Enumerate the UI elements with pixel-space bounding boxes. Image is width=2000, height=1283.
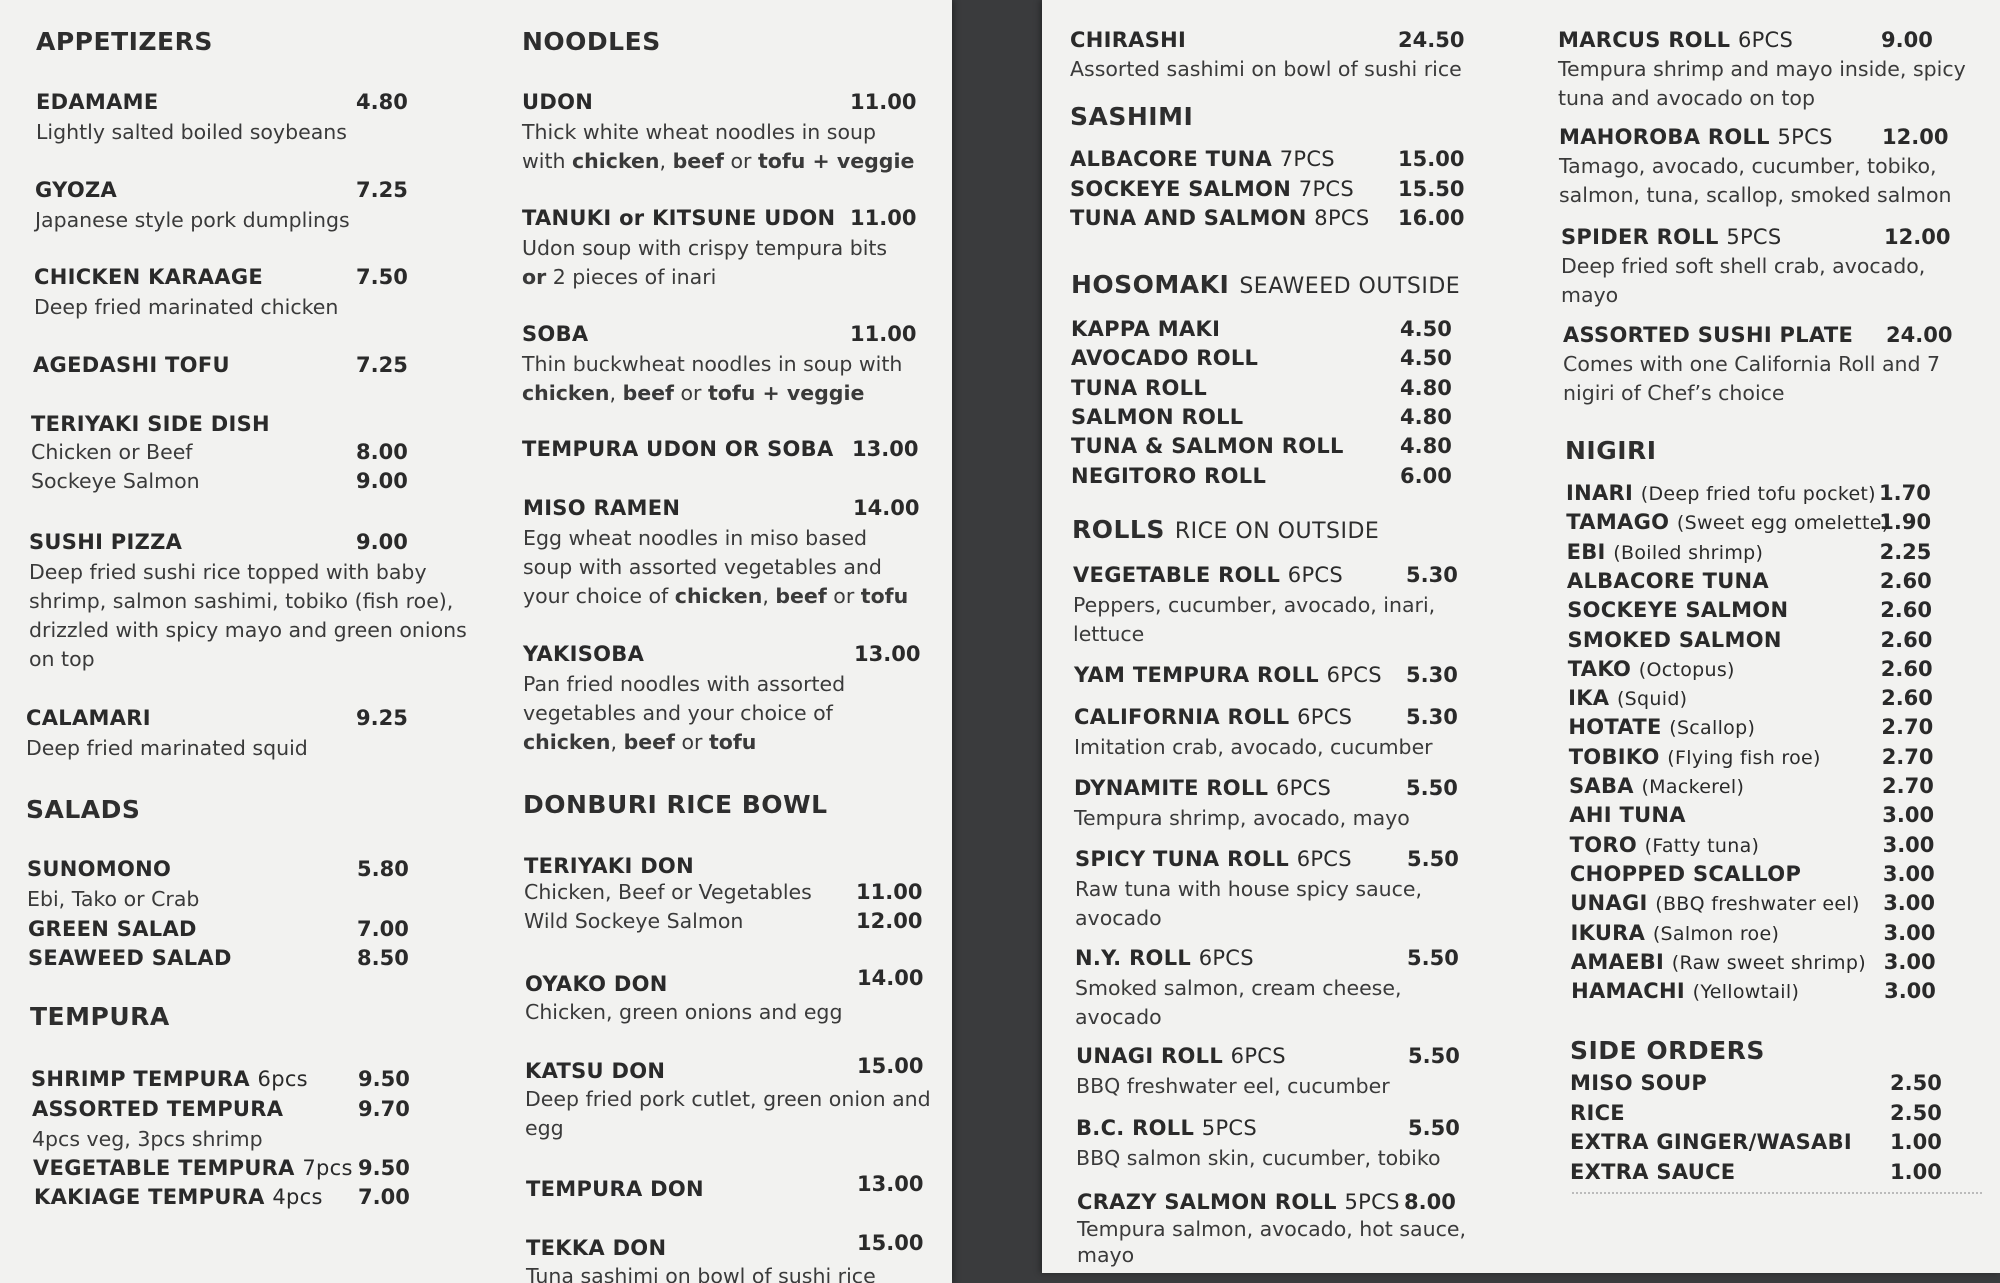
item-name: NEGITORO ROLL (1071, 463, 1267, 488)
item-price: 3.00 (1883, 891, 1936, 916)
item-name: HAMACHI (Yellowtail) (1571, 979, 1800, 1004)
item-price: 2.50 (1890, 1100, 1942, 1125)
item-name: AGEDASHI TOFU (33, 353, 230, 377)
item-name: SOCKEYE SALMON 7PCS (1070, 176, 1354, 201)
item-name: OYAKO DON (525, 972, 668, 996)
item-name: CHIRASHI (1070, 28, 1187, 52)
option-price: 11.00 (856, 880, 923, 904)
item-name: SOCKEYE SALMON (1567, 598, 1789, 623)
section-title-donburi: DONBURI RICE BOWL (523, 790, 828, 819)
section-title-noodles: NOODLES (522, 27, 661, 56)
item-name: MISO SOUP (1570, 1071, 1708, 1095)
item-name: TERIYAKI SIDE DISH (31, 412, 270, 436)
option-label: Sockeye Salmon (31, 469, 200, 493)
item-name: EXTRA SAUCE (1570, 1159, 1736, 1184)
item-price: 14.00 (853, 496, 920, 520)
option-price: 9.00 (356, 469, 408, 493)
item-name: KAPPA MAKI (1071, 317, 1221, 341)
item-price: 3.00 (1884, 979, 1936, 1004)
item-name: SOBA (522, 322, 589, 346)
item-description: Ebi, Tako or Crab (27, 887, 200, 911)
item-name: B.C. ROLL 5PCS (1076, 1116, 1258, 1140)
item-price: 7.50 (356, 265, 408, 289)
item-price: 1.90 (1879, 510, 1932, 535)
section-subtitle: SEAWEED OUTSIDE (1239, 274, 1461, 299)
item-description: Smoked salmon, cream cheese, avocado (1075, 976, 1402, 1029)
item-price: 2.60 (1880, 598, 1933, 623)
item-name: SALMON ROLL (1071, 404, 1244, 429)
item-price: 15.00 (1398, 147, 1465, 171)
item-price: 13.00 (854, 642, 921, 666)
item-name: ASSORTED SUSHI PLATE (1563, 323, 1854, 347)
item-name: RICE (1570, 1100, 1625, 1125)
item-price: 2.50 (1890, 1071, 1942, 1095)
item-price: 1.70 (1879, 481, 1931, 505)
item-name: SPIDER ROLL 5PCS (1561, 225, 1782, 249)
item-name: KAKIAGE TEMPURA 4pcs (34, 1185, 323, 1209)
item-description: Thin buckwheat noodles in soup with chicken, beef or tofu + veggie (522, 352, 903, 405)
item-name: TORO (Fatty tuna) (1569, 832, 1760, 857)
item-description: Pan fried noodles with assorted vegetables and your choice of chicken, beef or tofu (523, 672, 846, 754)
item-description: Chicken, green onions and egg (525, 1000, 843, 1024)
item-name: YAM TEMPURA ROLL 6PCS (1074, 663, 1382, 687)
item-price: 16.00 (1398, 206, 1465, 230)
item-description: Udon soup with crispy tempura bits or 2 pieces of inari (522, 236, 888, 289)
item-name: HOTATE (Scallop) (1568, 715, 1756, 740)
item-price: 8.50 (357, 946, 409, 970)
item-name: INARI (Deep fried tofu pocket) (1566, 481, 1876, 505)
item-price: 4.80 (1400, 404, 1452, 429)
item-price: 15.00 (857, 1231, 924, 1255)
item-description: Tempura shrimp, avocado, mayo (1074, 806, 1410, 830)
section-title-tempura: TEMPURA (30, 1002, 170, 1031)
section-subtitle: RICE ON OUTSIDE (1174, 519, 1380, 544)
item-price: 3.00 (1882, 803, 1935, 828)
item-name: SPICY TUNA ROLL 6PCS (1075, 847, 1352, 871)
option-label: Chicken or Beef (31, 440, 193, 464)
item-price: 13.00 (852, 437, 919, 461)
item-price: 2.25 (1879, 539, 1932, 564)
item-name: ASSORTED TEMPURA (32, 1097, 284, 1121)
item-name: N.Y. ROLL 6PCS (1075, 946, 1254, 970)
item-description: Deep fried soft shell crab, avocado, mayo (1561, 254, 1926, 307)
item-price: 9.50 (358, 1067, 410, 1091)
item-price: 1.00 (1890, 1130, 1942, 1154)
item-description: Japanese style pork dumplings (35, 208, 350, 232)
item-price: 3.00 (1883, 920, 1936, 945)
item-price: 7.00 (358, 1185, 410, 1209)
item-name: UDON (522, 90, 594, 114)
item-name: AHI TUNA (1569, 803, 1686, 828)
item-price: 5.50 (1407, 847, 1459, 871)
item-price: 9.00 (356, 530, 408, 554)
item-price: 5.30 (1406, 705, 1458, 729)
item-price: 12.00 (1882, 125, 1949, 149)
section-title-side-orders: SIDE ORDERS (1570, 1036, 1765, 1065)
item-price: 2.70 (1881, 715, 1934, 740)
item-name: TUNA ROLL (1071, 375, 1208, 400)
item-name: TEMPURA UDON OR SOBA (522, 437, 834, 461)
section-title-rolls: ROLLS RICE ON OUTSIDE (1072, 515, 1380, 544)
item-price: 2.70 (1882, 774, 1934, 798)
item-price: 4.50 (1400, 317, 1452, 341)
item-description: Lightly salted boiled soybeans (36, 120, 347, 144)
item-price: 2.60 (1879, 568, 1932, 593)
item-name: TAKO (Octopus) (1567, 656, 1735, 681)
section-title-salads: SALADS (26, 795, 141, 824)
item-description: Tempura shrimp and mayo inside, spicy tuna and avocado on top (1558, 57, 1966, 110)
item-price: 14.00 (857, 966, 924, 990)
item-price: 2.70 (1881, 744, 1934, 769)
item-description: Comes with one California Roll and 7 nigiri of Chef’s choice (1563, 352, 1941, 405)
item-description: Deep fried marinated squid (26, 736, 308, 760)
item-name: VEGETABLE ROLL 6PCS (1073, 563, 1343, 587)
item-description: Deep fried sushi rice topped with baby shrimp, salmon sashimi, tobiko (fish roe), drizzled with spicy mayo and green onions on top (29, 560, 467, 671)
item-name: SABA (Mackerel) (1569, 774, 1745, 798)
option-label: Wild Sockeye Salmon (524, 909, 744, 933)
item-name: TOBIKO (Flying fish roe) (1568, 744, 1821, 769)
item-price: 3.00 (1883, 949, 1936, 974)
item-price: 4.80 (356, 90, 408, 114)
item-name: TUNA & SALMON ROLL (1071, 434, 1344, 459)
item-name: DYNAMITE ROLL 6PCS (1074, 776, 1332, 800)
item-name: AVOCADO ROLL (1071, 346, 1259, 371)
item-price: 11.00 (850, 322, 917, 346)
item-description: Imitation crab, avocado, cucumber (1074, 735, 1433, 759)
item-description: Tempura salmon, avocado, hot sauce, mayo (1077, 1217, 1466, 1267)
item-name: VEGETABLE TEMPURA 7pcs (33, 1156, 353, 1180)
item-price: 1.00 (1890, 1159, 1942, 1184)
item-description: BBQ freshwater eel, cucumber (1076, 1074, 1390, 1098)
item-price: 8.00 (1404, 1190, 1456, 1214)
item-description: Peppers, cucumber, avocado, inari, lettuce (1073, 593, 1436, 646)
item-price: 9.50 (358, 1156, 410, 1180)
item-name: TUNA AND SALMON 8PCS (1070, 206, 1370, 230)
item-name: CALIFORNIA ROLL 6PCS (1074, 705, 1353, 729)
item-name: GREEN SALAD (28, 917, 197, 941)
item-description: BBQ salmon skin, cucumber, tobiko (1076, 1146, 1441, 1170)
item-price: 5.30 (1406, 663, 1458, 687)
item-price: 5.50 (1408, 1044, 1460, 1068)
item-name: CRAZY SALMON ROLL 5PCS (1077, 1190, 1400, 1214)
item-price: 6.00 (1400, 463, 1452, 488)
item-price: 13.00 (857, 1172, 924, 1196)
item-description: Deep fried marinated chicken (34, 295, 339, 319)
item-description: Tamago, avocado, cucumber, tobiko, salmon, tuna, scallop, smoked salmon (1559, 154, 1952, 207)
menu-sheet-right (1042, 0, 2000, 1273)
item-description: Thick white wheat noodles in soup with chicken, beef or tofu + veggie (522, 120, 915, 173)
item-name: SUNOMONO (27, 857, 172, 881)
item-price: 5.50 (1407, 946, 1459, 970)
item-name: AMAEBI (Raw sweet shrimp) (1570, 949, 1866, 974)
item-price: 11.00 (850, 206, 917, 230)
item-description: Deep fried pork cutlet, green onion and egg (525, 1087, 931, 1140)
item-name: CHICKEN KARAAGE (34, 265, 263, 289)
item-name: KATSU DON (525, 1059, 666, 1083)
section-title-hosomaki: HOSOMAKI SEAWEED OUTSIDE (1071, 270, 1461, 299)
item-name: UNAGI (BBQ freshwater eel) (1570, 891, 1860, 916)
item-name: GYOZA (35, 178, 118, 202)
item-description: Tuna sashimi on bowl of sushi rice (526, 1264, 876, 1283)
option-price: 8.00 (356, 440, 408, 464)
option-label: Chicken, Beef or Vegetables (524, 880, 812, 904)
item-price: 4.80 (1400, 375, 1452, 400)
section-title-sashimi: SASHIMI (1070, 102, 1194, 131)
item-price: 24.00 (1886, 323, 1953, 347)
item-name: MARCUS ROLL 6PCS (1558, 28, 1794, 52)
item-name: ALBACORE TUNA 7PCS (1070, 147, 1335, 171)
section-title-nigiri: NIGIRI (1565, 436, 1657, 465)
item-price: 3.00 (1882, 832, 1935, 857)
item-name: EBI (Boiled shrimp) (1566, 539, 1764, 564)
item-name: SHRIMP TEMPURA 6pcs (31, 1067, 308, 1091)
item-name: IKURA (Salmon roe) (1570, 920, 1780, 945)
item-price: 2.60 (1880, 627, 1933, 652)
item-price: 15.00 (857, 1054, 924, 1078)
item-name: SEAWEED SALAD (28, 946, 232, 970)
item-price: 5.50 (1406, 776, 1458, 800)
item-price: 7.00 (357, 917, 409, 941)
item-name: MISO RAMEN (523, 496, 681, 520)
section-title-appetizers: APPETIZERS (36, 27, 213, 56)
item-name: SMOKED SALMON (1567, 627, 1782, 652)
item-name: MAHOROBA ROLL 5PCS (1559, 125, 1833, 149)
item-price: 12.00 (1884, 225, 1951, 249)
menu-sheet-left (0, 0, 952, 1283)
item-name: CALAMARI (26, 706, 151, 730)
item-price: 5.80 (357, 857, 409, 881)
item-price: 5.30 (1406, 563, 1458, 587)
item-price: 4.80 (1400, 434, 1452, 459)
item-price: 4.50 (1400, 346, 1452, 371)
item-description: 4pcs veg, 3pcs shrimp (32, 1127, 263, 1151)
item-description: Raw tuna with house spicy sauce, avocado (1075, 877, 1423, 930)
item-price: 7.25 (356, 353, 408, 377)
item-name: IKA (Squid) (1568, 686, 1688, 711)
item-name: SUSHI PIZZA (29, 530, 183, 554)
item-name: TERIYAKI DON (524, 854, 694, 878)
item-price: 2.60 (1880, 656, 1933, 681)
item-price: 9.25 (356, 706, 408, 730)
divider (1572, 1192, 1982, 1194)
item-price: 2.60 (1881, 686, 1933, 711)
item-price: 7.25 (356, 178, 408, 202)
item-name: TANUKI or KITSUNE UDON (522, 206, 836, 230)
item-name: EDAMAME (36, 90, 159, 114)
item-name: TAMAGO (Sweet egg omelette) (1566, 510, 1890, 535)
item-price: 15.50 (1398, 176, 1465, 201)
item-name: TEMPURA DON (526, 1177, 704, 1201)
item-name: ALBACORE TUNA (1566, 568, 1769, 593)
item-name: CHOPPED SCALLOP (1569, 861, 1802, 886)
item-price: 11.00 (850, 90, 917, 114)
item-price: 24.50 (1398, 28, 1465, 52)
item-description: Egg wheat noodles in miso based soup with assorted vegetables and your choice of chicken, beef or tofu (523, 526, 909, 608)
item-name: EXTRA GINGER/WASABI (1570, 1130, 1853, 1154)
item-price: 3.00 (1882, 861, 1935, 886)
item-name: UNAGI ROLL 6PCS (1076, 1044, 1286, 1068)
item-price: 5.50 (1408, 1116, 1460, 1140)
item-name: YAKISOBA (523, 642, 645, 666)
item-price: 9.00 (1881, 28, 1933, 52)
option-price: 12.00 (856, 909, 923, 933)
item-name: TEKKA DON (526, 1236, 667, 1260)
item-price: 9.70 (358, 1097, 410, 1121)
item-description: Assorted sashimi on bowl of sushi rice (1070, 57, 1462, 81)
